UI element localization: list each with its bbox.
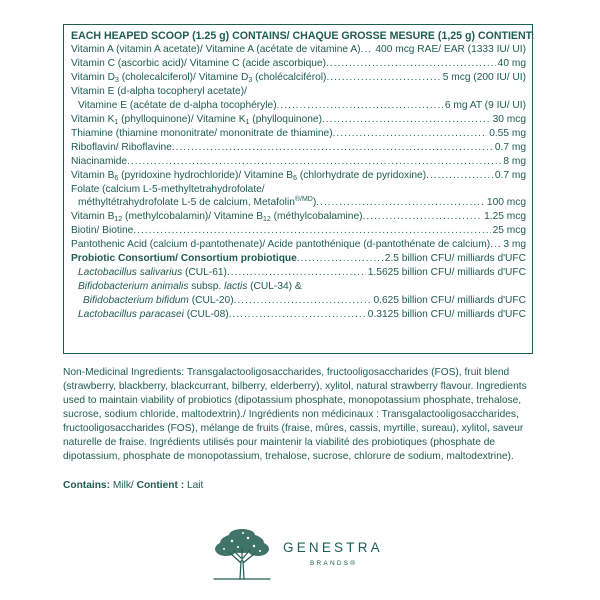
ingredient-vitamin-k1: Vitamin $K_1$ (phylloquinone)/ Vitamine $K_1$ (phylloquinone) ..... 30 mcg [71,113,526,127]
ingredient-vitamin-d3: Vitamin $D_3$ (cholecalciferol)/ Vitamine $D_3$ (cholécalciférol) ..... 5 mcg (200 IU/ UI) [71,71,526,85]
ingredient-lactobacillus-paracasei: Lactobacillus paracasei (CUL-08) ..... 0.3125 billion CFU/ milliards d'UFC [71,308,526,322]
ingredient-vitamin-b6: Vitamin $B_6$ (pyridoxine hydrochloride)/ Vitamine $B_6$ (chlorhydrate de pyridoxine) ..... 0.7 mg [71,169,526,183]
ingredient-biotin: Biotin/ Biotine ..... 25 mcg [71,224,526,238]
genestra-logo [210,527,400,582]
supplement-facts-panel [63,24,533,354]
ingredient-folate-line1: Folate (calcium L-5-methyltetrahydrofolate/ [71,183,265,195]
ingredient-thiamine: Thiamine (thiamine mononitrate/ mononitrate de thiamine) ..... 0.55 mg [71,127,526,141]
brand-subtitle: BRANDS® [310,560,358,567]
ingredient-lactobacillus-salivarius: Lactobacillus salivarius (CUL-61) ..... 1.5625 billion CFU/ milliards d'UFC [71,266,526,280]
brand-name: GENESTRA [283,540,383,555]
ingredient-folate: méthyltétrahydrofolate L-5 de calcium, Metafolin$^{®/MD}$) ..... 100 mcg [71,196,526,210]
ingredient-vitamin-e-line1: Vitamin E (d-alpha tocopheryl acetate)/ [71,85,247,97]
ingredient-bifidobacterium-line1: Bifidobacterium animalis subsp. lactis (CUL-34) & [78,281,302,293]
ingredient-probiotic-consortium: Probiotic Consortium/ Consortium probiotique ..... 2.5 billion CFU/ milliards d'UFC [71,252,526,266]
tree-icon [210,527,274,581]
ingredient-pantothenic-acid: Pantothenic Acid (calcium d-pantothenate)/ Acide pantothénique (d-pantothénate de calcium) ..... 3 mg [71,238,526,252]
ingredient-riboflavin: Riboflavin/ Riboflavine ..... 0.7 mg [71,141,526,155]
ingredient-niacinamide: Niacinamide ..... 8 mg [71,155,526,169]
panel-header: EACH HEAPED SCOOP (1.25 g) CONTAINS/ CHAQUE GROSSE MESURE (1,25 g) CONTIENT: [71,30,535,42]
ingredient-vitamin-a: Vitamin A (vitamin A acetate)/ Vitamine A (acétate de vitamine A) ..... 400 mcg RAE/ EAR (1333 IU/ UI) [71,43,526,57]
non-medicinal-ingredients: Non-Medicinal Ingredients: Transgalactooligosaccharides, fructooligosaccharides (FOS), fruit blend (strawberry, blackberry, blackcurrant, bilberry, elderberry), xylitol, natural strawberry flavour. Ingredients used to maintain viability of probiotics (dipotassium phosphate, monopotassium phosphate, trehalose, sucrose, sodium chloride, maltodextrin)./ Ingrédients non médicinaux : Transgalactooligosaccharides, fructooligosaccharides (FOS), mélange de fruits (fraise, mûres, cassis, myrtille, sureau), xylitol, saveur naturelle de fraise. Ingrédients utilisés pour maintenir la viabilité des probiotiques (phosphate de dipotassium, phosphate de monopotassium, trehalose, sucrose, chlorure de sodium, maltodextrine). [63,367,527,462]
ingredient-vitamin-c: Vitamin C (ascorbic acid)/ Vitamine C (acide ascorbique) ..... 40 mg [71,57,526,71]
ingredient-vitamin-e: Vitamine E (acétate de d-alpha tocophéryle) ..... 6 mg AT (9 IU/ UI) [71,99,526,113]
ingredient-bifidobacterium-bifidum: Bifidobacterium bifidum (CUL-20) ..... 0.625 billion CFU/ milliards d'UFC [71,294,526,308]
allergen-statement: Contains: Milk/ Contient : Lait [63,480,204,491]
ingredient-vitamin-b12: Vitamin $B_{12}$ (methylcobalamin)/ Vitamine $B_{12}$ (méthylcobalamine) ..... 1.25 mcg [71,210,526,224]
